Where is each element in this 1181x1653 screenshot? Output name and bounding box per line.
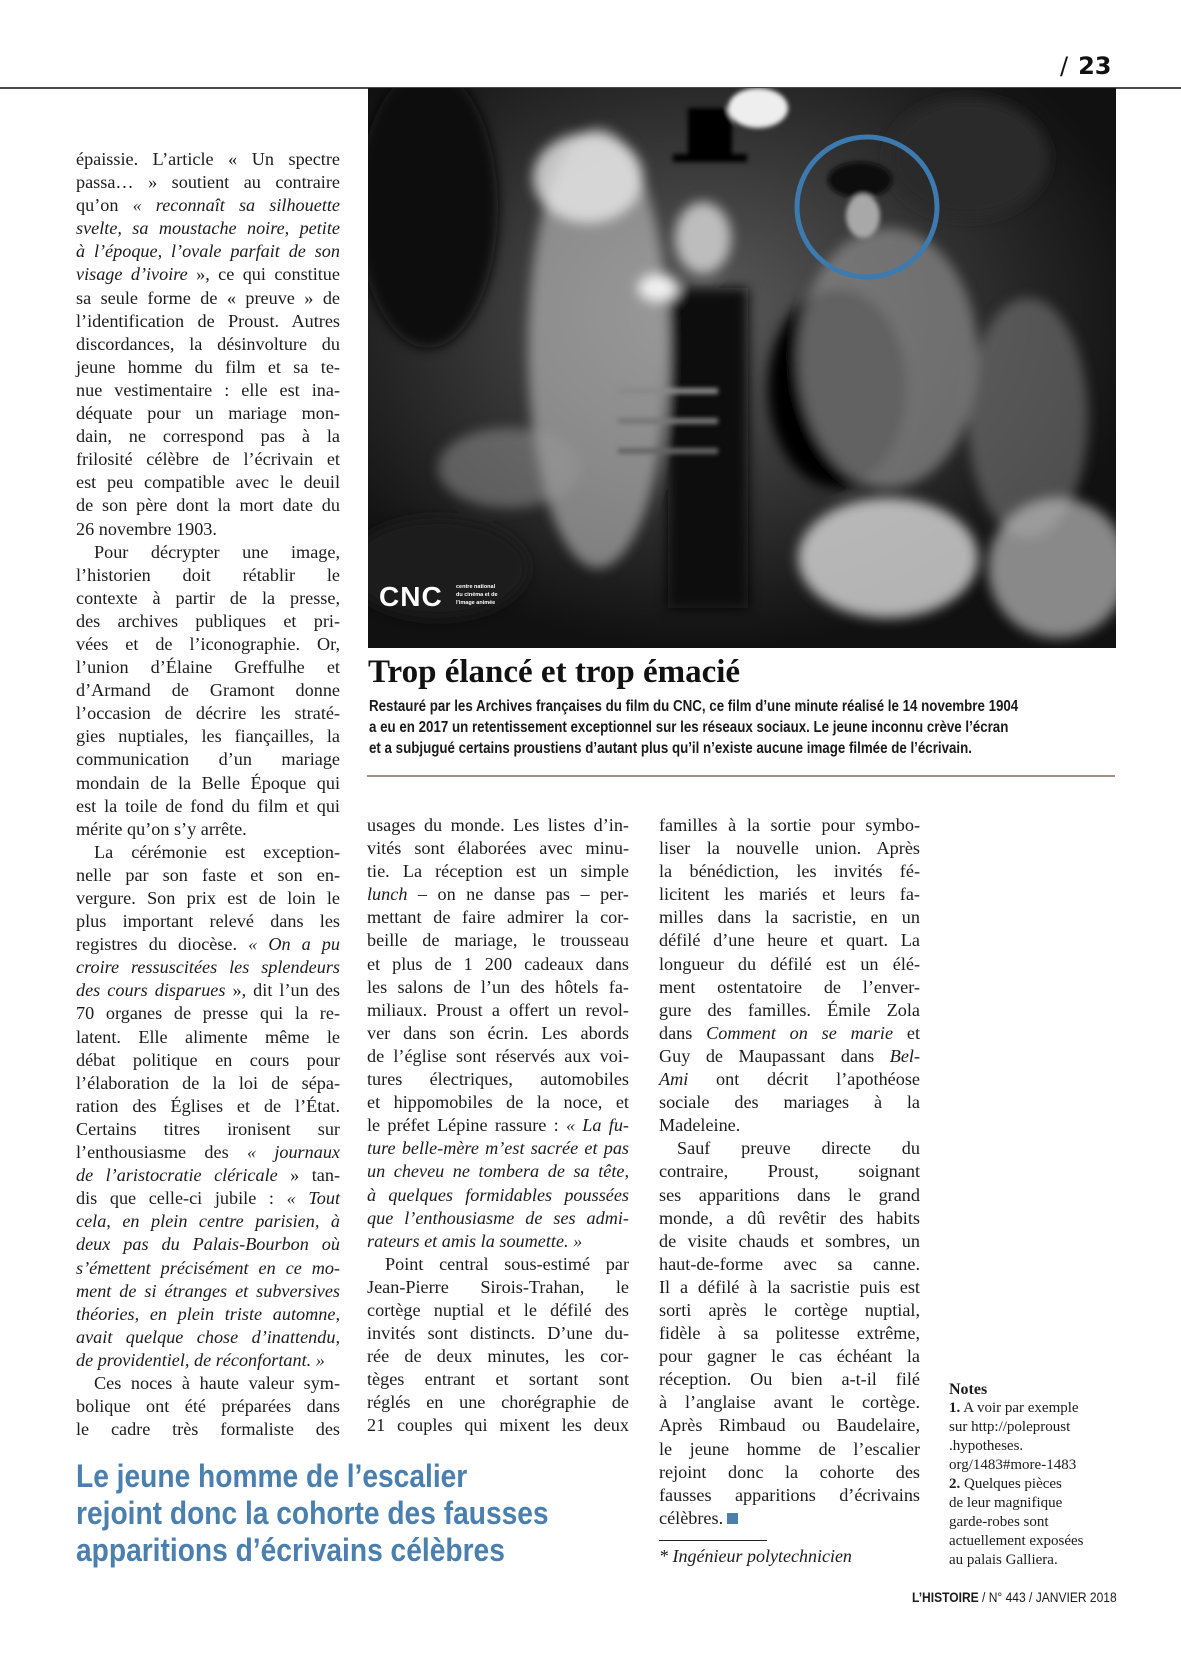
- italic-text-run: « reconnaît sa silhouette: [132, 195, 340, 216]
- text-run: l’enthousiasme des: [76, 1142, 247, 1163]
- note-text: sur http://poleproust: [949, 1419, 1071, 1435]
- text-line: [76, 748, 340, 771]
- text-run: La cérémonie est exception-: [94, 841, 340, 862]
- page-number-value: 23: [1078, 52, 1112, 80]
- text-line: [367, 976, 629, 999]
- italic-text-run: à l’époque, l’ovale parfait de son: [76, 241, 340, 262]
- text-run: liser la nouvelle union. Après: [659, 838, 920, 859]
- text-run: discordances, la désinvolture du: [76, 333, 340, 354]
- text-run: débat politique en cours pour: [76, 1049, 340, 1070]
- italic-text-run: un cheveu ne tombera de sa tête,: [367, 1161, 629, 1182]
- text-run: tèges entrant et sortant sont: [367, 1369, 629, 1390]
- caption-line: a eu en 2017 un retentissement exceptionnel sur les réseaux sociaux. Le jeune inconnu crève l’écran: [369, 719, 1009, 736]
- svg-text:centre national: centre national: [456, 584, 496, 590]
- text-run: Madeleine.: [659, 1115, 741, 1136]
- text-line: [76, 772, 340, 795]
- italic-text-run: cela, en plein centre parisien, à: [76, 1211, 340, 1232]
- text-line: [76, 818, 340, 841]
- note-text: Quelques pièces: [964, 1476, 1062, 1492]
- text-line: [659, 1345, 920, 1368]
- text-line: [659, 1230, 920, 1253]
- text-run: Sauf preuve directe du: [677, 1138, 920, 1159]
- text-line: [659, 1322, 920, 1345]
- text-line: [659, 953, 920, 976]
- text-line: [76, 310, 340, 333]
- text-run: passa… » soutient au contraire: [76, 172, 340, 193]
- text-line: [367, 1137, 629, 1160]
- note-text: A voir par exemple: [963, 1400, 1079, 1416]
- text-run: monde, a dû revêtir des habits: [659, 1207, 920, 1228]
- footnote-divider: [659, 1540, 767, 1541]
- text-run: ration des Églises et de l’État.: [76, 1095, 340, 1116]
- text-run: ment ostentatoire de l’enver-: [659, 976, 920, 997]
- text-run: le préfet Lépine rassure :: [367, 1115, 566, 1136]
- text-line: [367, 1345, 629, 1368]
- text-line: [659, 1253, 920, 1276]
- italic-text-run: des cours disparues: [76, 980, 226, 1001]
- text-line: [659, 1276, 920, 1299]
- text-line: [76, 1026, 340, 1049]
- magazine-name: L’HISTOIRE: [912, 1589, 979, 1605]
- text-line: [76, 1164, 340, 1187]
- text-line: [367, 814, 629, 837]
- text-run: vées et de l’iconographie. Or,: [76, 633, 340, 654]
- text-run: de l’église sont réservés aux voi-: [367, 1045, 629, 1066]
- text-run: 21 couples qui mixent les deux: [367, 1415, 629, 1436]
- text-line: [76, 471, 340, 494]
- italic-text-run: « La fu-: [565, 1115, 629, 1136]
- text-line: [76, 541, 340, 564]
- text-line: [367, 1068, 629, 1091]
- text-run: l’identification de Proust. Autres: [76, 310, 340, 331]
- text-line: [367, 1114, 629, 1137]
- text-line: [76, 887, 340, 910]
- text-line: [367, 1299, 629, 1322]
- text-run: Point central sous-estimé par: [385, 1253, 629, 1274]
- text-line: [659, 1137, 920, 1160]
- text-line: [76, 379, 340, 402]
- text-line: [76, 1049, 340, 1072]
- text-run: fidèle à sa politesse extrême,: [659, 1323, 920, 1344]
- svg-text:CNC: CNC: [379, 581, 443, 612]
- pull-quote-line: apparitions d’écrivains célèbres: [76, 1532, 505, 1568]
- text-line: [76, 333, 340, 356]
- text-run: Certains titres ironisent sur: [76, 1118, 340, 1139]
- text-line: [367, 1184, 629, 1207]
- italic-text-run: s’émettent précisément en ce mo-: [76, 1257, 340, 1278]
- text-line: [76, 217, 340, 240]
- end-of-article-square-icon: [727, 1513, 738, 1524]
- text-run: haut-de-forme avec sa canne.: [659, 1253, 920, 1274]
- italic-text-run: avait quelque chose d’inattendu,: [76, 1326, 340, 1347]
- text-run: l’élaboration de la loi de sépa-: [76, 1072, 340, 1093]
- svg-text:l'image animée: l'image animée: [456, 600, 496, 606]
- text-run: licitent les mariés et leurs fa-: [659, 884, 920, 905]
- article-column-3: [659, 814, 920, 1530]
- text-run: Jean-Pierre Sirois-Trahan, le: [367, 1276, 629, 1297]
- text-line: [76, 494, 340, 517]
- text-run: – on ne danse pas – per-: [407, 884, 629, 905]
- text-run: vités sont élaborées avec minu-: [367, 838, 629, 859]
- text-run: vergure. Son prix est de loin le: [76, 888, 340, 908]
- text-run: longueur du défilé est un élé-: [659, 953, 920, 974]
- text-line: [367, 860, 629, 883]
- text-line: [76, 518, 340, 541]
- italic-text-run: lunch: [367, 884, 408, 905]
- text-line: [659, 1391, 920, 1414]
- italic-text-run: Comment on se marie: [706, 1022, 894, 1043]
- text-run: Il a défilé à la sacristie puis est: [659, 1276, 920, 1297]
- page-number-slash: /: [1060, 52, 1069, 80]
- text-run: sa seule forme de « preuve » de: [76, 287, 340, 308]
- text-run: mérite qu’on s’y arrête.: [76, 818, 247, 839]
- text-run: jeune homme du film et sa te-: [76, 356, 340, 377]
- text-line: [367, 1391, 629, 1414]
- text-run: épaissie. L’article « Un spectre: [76, 149, 340, 169]
- text-line: [76, 194, 340, 217]
- text-line: [659, 837, 920, 860]
- note-item: [949, 1475, 1119, 1570]
- text-run: bolique ont été préparées dans: [76, 1396, 340, 1417]
- italic-text-run: théories, en plein triste automne,: [76, 1303, 340, 1324]
- text-line: [76, 587, 340, 610]
- text-run: célèbres.: [659, 1507, 724, 1528]
- text-line: [659, 1484, 920, 1507]
- text-line: [367, 1207, 629, 1230]
- text-line: [76, 979, 340, 1002]
- text-run: Pour décrypter une image,: [94, 541, 340, 562]
- text-run: nelle par son faste et son en-: [76, 864, 340, 885]
- note-item: [949, 1399, 1119, 1475]
- text-run: l’occasion de décrire les straté-: [76, 703, 340, 724]
- text-run: Après Rimbaud ou Baudelaire,: [659, 1415, 920, 1436]
- pull-quote: [76, 1458, 613, 1569]
- text-line: [76, 1072, 340, 1095]
- note-text: garde-robes sont: [949, 1514, 1049, 1530]
- italic-text-run: « On a pu: [248, 934, 340, 955]
- text-run: plus important relevé dans les: [76, 911, 340, 932]
- text-run: réglés en une chorégraphie de: [367, 1392, 629, 1413]
- text-run: et hippomobiles de la noce, et: [367, 1092, 629, 1113]
- article-column-1: [76, 148, 340, 1441]
- text-line: [76, 633, 340, 656]
- text-run: le jeune homme de l’escalier: [659, 1438, 920, 1459]
- text-line: [367, 1322, 629, 1345]
- note-number: 1.: [949, 1400, 961, 1416]
- text-line: [659, 1438, 920, 1461]
- text-line: [659, 1414, 920, 1437]
- text-line: [659, 976, 920, 999]
- italic-text-run: de l’aristocratie cléricale: [76, 1165, 278, 1186]
- text-run: réception. Ou bien a-t-il filé: [659, 1369, 920, 1390]
- text-run: gies nuptiales, les fiançailles, la: [76, 726, 340, 747]
- text-run: de visite chauds et sombres, un: [659, 1230, 920, 1251]
- text-line: [659, 906, 920, 929]
- text-run: ses apparitions dans le grand: [659, 1184, 920, 1205]
- text-line: [76, 1002, 340, 1025]
- text-run: miliaux. Proust a offert un revol-: [367, 999, 629, 1020]
- text-line: [659, 1114, 920, 1137]
- text-run: les salons de l’un des hôtels fa-: [367, 976, 629, 997]
- text-line: [76, 1233, 340, 1256]
- text-run: et plus de 1 200 cadeaux dans: [367, 953, 629, 974]
- text-run: registres du diocèse.: [76, 934, 249, 955]
- text-run: déquate pour un mariage mon-: [76, 403, 340, 424]
- caption-text: [369, 696, 1124, 759]
- text-run: pour gagner le cas échéant la: [659, 1346, 920, 1367]
- text-line: [659, 1160, 920, 1183]
- text-line: [76, 1141, 340, 1164]
- note-number: 2.: [949, 1476, 961, 1492]
- text-run: nue vestimentaire : elle est ina-: [76, 379, 340, 400]
- text-line: [367, 953, 629, 976]
- note-text: de leur magnifique: [949, 1495, 1063, 1511]
- text-line: [76, 1187, 340, 1210]
- text-line: [659, 1022, 920, 1045]
- text-run: cortège nuptial et le défilé des: [367, 1299, 629, 1320]
- italic-text-run: ment de si étranges et subversives: [76, 1280, 340, 1301]
- text-run: latent. Elle alimente même le: [76, 1026, 340, 1047]
- note-text: .hypotheses.: [949, 1438, 1024, 1454]
- text-line: [76, 956, 340, 979]
- text-line: [659, 1068, 920, 1091]
- pull-quote-line: rejoint donc la cohorte des fausses: [76, 1495, 549, 1531]
- text-line: [659, 999, 920, 1022]
- caption-divider: [367, 775, 1115, 777]
- text-run: dain, ne correspond pas à la: [76, 426, 340, 447]
- text-line: [76, 1118, 340, 1141]
- text-line: [76, 356, 340, 379]
- caption-line: Restauré par les Archives françaises du film du CNC, ce film d’une minute réalisé le 14 novembre 1904: [369, 698, 1019, 715]
- text-run: communication d’un mariage: [76, 749, 340, 770]
- text-run: mettant de faire admirer la cor-: [367, 907, 629, 928]
- text-line: [367, 929, 629, 952]
- text-run: d’Armand de Gramont donne: [76, 680, 340, 701]
- text-run: » tan-: [277, 1165, 340, 1186]
- italic-text-run: Bel-: [889, 1045, 920, 1066]
- notes-title: Notes: [949, 1381, 988, 1398]
- caption-title: Trop élancé et trop émacié: [368, 654, 741, 690]
- text-run: l’union d’Élaine Greffulhe et: [76, 657, 340, 678]
- text-run: l’historien doit rétablir le: [76, 564, 340, 585]
- text-line: [659, 1045, 920, 1068]
- text-run: est la toile de fond du film et qui: [76, 795, 340, 816]
- text-run: dis que celle-ci jubile :: [76, 1188, 287, 1209]
- text-line: [76, 1280, 340, 1303]
- italic-text-run: de providentiel, de réconfortant. »: [76, 1349, 325, 1370]
- italic-text-run: ture belle-mère m’est sacrée et pas: [367, 1138, 629, 1159]
- text-line: [659, 860, 920, 883]
- text-run: rejoint donc la cohorte des: [659, 1461, 920, 1482]
- text-run: », dit l’un des: [225, 980, 340, 1001]
- text-line: [367, 1230, 629, 1253]
- text-run: et: [893, 1022, 920, 1043]
- text-line: [367, 1045, 629, 1068]
- text-line: [76, 564, 340, 587]
- issue-info: / N° 443 / JANVIER 2018: [978, 1589, 1117, 1605]
- text-line: [76, 1395, 340, 1418]
- text-line: [76, 1349, 340, 1372]
- svg-text:du cinéma et de: du cinéma et de: [456, 592, 498, 598]
- text-line: [367, 906, 629, 929]
- text-run: invités sont distincts. D’une du-: [367, 1323, 629, 1344]
- film-still-image: [368, 88, 1116, 648]
- text-line: [76, 402, 340, 425]
- text-line: [76, 287, 340, 310]
- notes-box: [949, 1380, 1119, 1570]
- page-number: [1060, 52, 1112, 80]
- text-line: [76, 910, 340, 933]
- text-line: [659, 883, 920, 906]
- text-line: [367, 1276, 629, 1299]
- text-run: milles dans la sacristie, en un: [659, 907, 920, 928]
- italic-text-run: Ami: [659, 1069, 689, 1090]
- text-run: de son père dont la mort date du: [76, 495, 340, 516]
- text-line: [76, 263, 340, 286]
- text-run: Ces noces à haute valeur sym-: [94, 1372, 340, 1393]
- caption-line: et a subjugué certains proustiens d’autant plus qu’il n’existe aucune image filmée de l’écrivain.: [369, 740, 972, 757]
- text-line: [659, 929, 920, 952]
- text-run: gure des familles. Émile Zola: [659, 999, 920, 1020]
- text-line: [659, 1507, 920, 1530]
- text-run: contraire, Proust, soignant: [659, 1161, 920, 1182]
- text-line: [76, 1210, 340, 1233]
- text-run: familles à la sortie pour symbo-: [659, 815, 920, 835]
- text-line: [76, 864, 340, 887]
- text-line: [76, 1326, 340, 1349]
- text-run: tie. La réception est un simple: [367, 861, 629, 882]
- text-line: [367, 1160, 629, 1183]
- text-line: [76, 148, 340, 171]
- italic-text-run: que l’enthousiasme de ses admi-: [367, 1207, 629, 1228]
- italic-text-run: deux pas du Palais-Bourbon où: [76, 1234, 340, 1255]
- text-line: [659, 1184, 920, 1207]
- note-text: actuellement exposées: [949, 1533, 1084, 1549]
- text-line: [367, 1091, 629, 1114]
- text-line: [76, 610, 340, 633]
- text-line: [659, 1207, 920, 1230]
- text-run: ont décrit l’apothéose: [688, 1069, 920, 1090]
- text-line: [76, 425, 340, 448]
- text-run: », ce qui constitue: [187, 264, 340, 285]
- text-line: [367, 837, 629, 860]
- text-line: [659, 1091, 920, 1114]
- author-footnote: * Ingénieur polytechnicien: [659, 1546, 852, 1566]
- text-run: à l’anglaise avant le cortège.: [659, 1392, 920, 1413]
- text-run: la bénédiction, les invités fé-: [659, 861, 920, 882]
- film-still-photo: [368, 88, 1116, 648]
- text-run: beille de mariage, le trousseau: [367, 930, 629, 951]
- italic-text-run: « Tout: [286, 1188, 340, 1209]
- text-line: [367, 999, 629, 1022]
- text-run: contexte à partir de la presse,: [76, 587, 340, 608]
- text-line: [76, 1257, 340, 1280]
- note-text: au palais Galliera.: [949, 1552, 1058, 1568]
- text-line: [367, 1253, 629, 1276]
- text-line: [659, 1461, 920, 1484]
- text-line: [76, 1372, 340, 1395]
- text-line: [367, 1414, 629, 1437]
- text-line: [76, 240, 340, 263]
- italic-text-run: à quelques formidables poussées: [367, 1184, 629, 1205]
- text-line: [76, 1303, 340, 1326]
- italic-text-run: visage d’ivoire: [76, 264, 188, 285]
- text-run: 26 novembre 1903.: [76, 518, 217, 539]
- text-line: [76, 448, 340, 471]
- text-line: [76, 679, 340, 702]
- text-run: défilé d’une heure et quart. La: [659, 930, 920, 951]
- text-line: [76, 702, 340, 725]
- text-line: [659, 1299, 920, 1322]
- text-run: sociale des mariages à la: [659, 1092, 920, 1113]
- text-run: des archives publiques et pri-: [76, 610, 340, 631]
- text-line: [76, 725, 340, 748]
- text-run: frilosité célèbre de l’écrivain et: [76, 449, 340, 470]
- text-line: [76, 1095, 340, 1118]
- italic-text-run: svelte, sa moustache noire, petite: [76, 218, 340, 239]
- text-line: [76, 795, 340, 818]
- text-line: [367, 1368, 629, 1391]
- text-run: le cadre très formaliste des: [76, 1419, 340, 1440]
- pull-quote-line: Le jeune homme de l’escalier: [76, 1458, 468, 1494]
- text-run: rée de deux minutes, les cor-: [367, 1346, 629, 1367]
- note-text: org/1483#more-1483: [949, 1457, 1077, 1473]
- text-line: [659, 814, 920, 837]
- text-run: Guy de Maupassant dans: [659, 1045, 890, 1066]
- page-footer: [912, 1589, 1117, 1605]
- text-line: [76, 656, 340, 679]
- text-run: ver dans son écrin. Les abords: [367, 1022, 629, 1043]
- text-line: [659, 1368, 920, 1391]
- italic-text-run: « journaux: [246, 1142, 340, 1163]
- text-line: [367, 1022, 629, 1045]
- italic-text-run: croire ressuscitées les splendeurs: [76, 957, 340, 978]
- text-run: dans: [659, 1022, 707, 1043]
- text-line: [76, 933, 340, 956]
- text-run: 70 organes de presse qui la re-: [76, 1003, 340, 1024]
- text-run: usages du monde. Les listes d’in-: [367, 815, 629, 835]
- article-column-2: [367, 814, 629, 1438]
- text-line: [367, 883, 629, 906]
- italic-text-run: rateurs et amis la soumette. »: [367, 1230, 583, 1251]
- text-run: sorti après le cortège nuptial,: [659, 1299, 920, 1320]
- text-run: est peu compatible avec le deuil: [76, 472, 340, 493]
- text-line: [76, 1418, 340, 1441]
- text-run: tures électriques, automobiles: [367, 1069, 629, 1090]
- text-line: [76, 841, 340, 864]
- text-run: fausses apparitions d’écrivains: [659, 1484, 920, 1505]
- text-run: mondain de la Belle Époque qui: [76, 772, 340, 793]
- text-line: [76, 171, 340, 194]
- text-run: qu’on: [76, 195, 133, 216]
